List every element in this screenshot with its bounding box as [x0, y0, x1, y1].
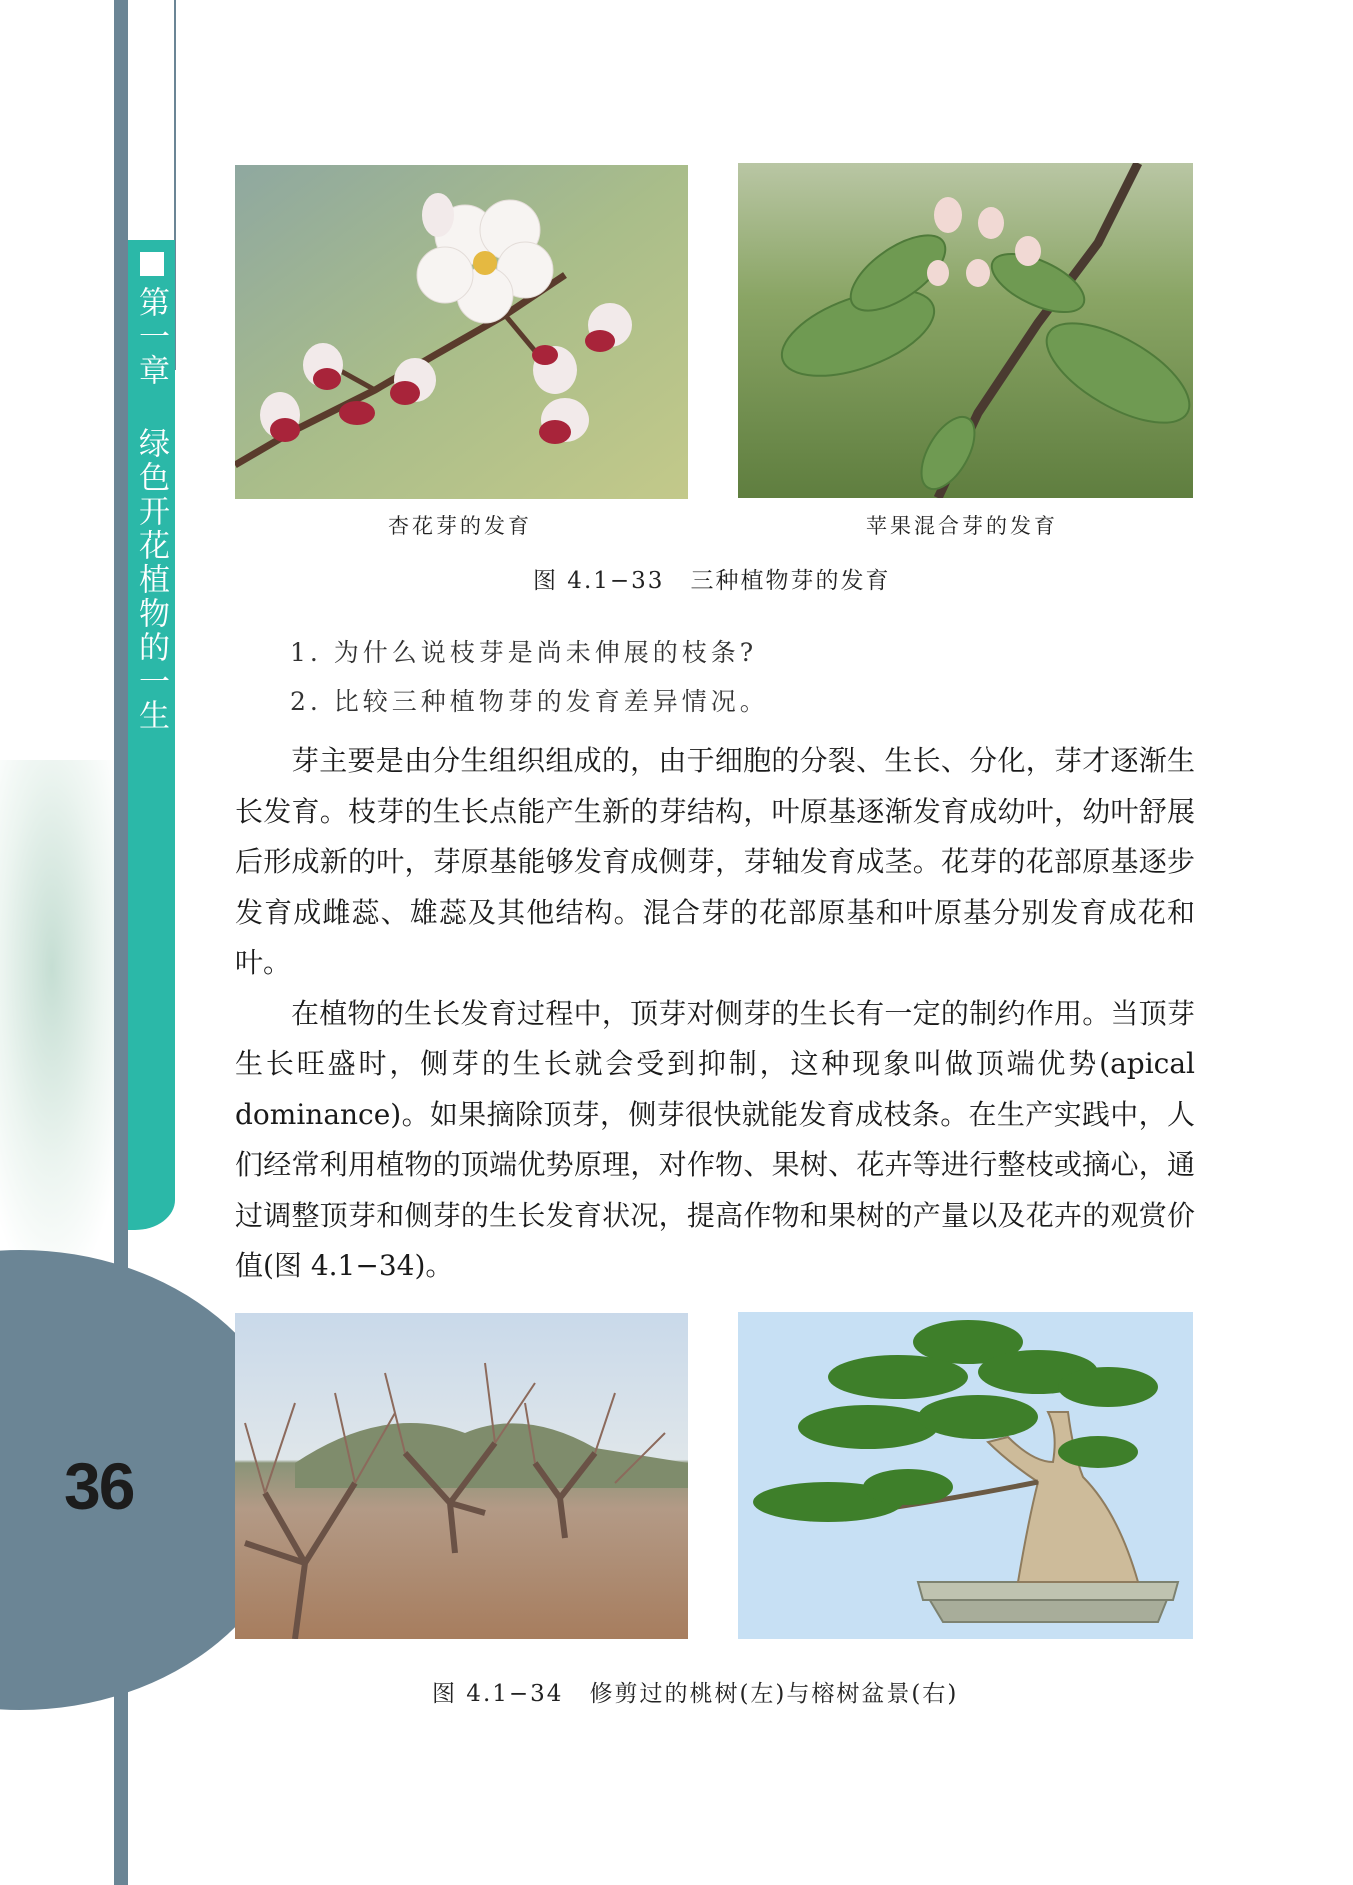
apricot-bud-photo [235, 165, 688, 499]
question-item: 1. 为什么说枝芽是尚未伸展的枝条? [290, 638, 758, 667]
apricot-photo-caption: 杏花芽的发育 [388, 514, 532, 538]
margin-grey-band [114, 0, 128, 1885]
apple-mixed-bud-photo [738, 163, 1193, 498]
figure-34-caption [432, 1675, 958, 1708]
figure-33-caption [533, 562, 890, 595]
margin-mist-decoration [0, 760, 130, 1280]
paragraph: 芽主要是由分生组织组成的，由于细胞的分裂、生长、分化，芽才逐渐生长发育。枝芽的生长点能产生新的芽结构，叶原基逐渐发育成幼叶，幼叶舒展后形成新的叶，芽原基能够发育成侧芽，芽轴发育成茎。花芽的花部原基逐步发育成雌蕊、雄蕊及其他结构。混合芽的花部原基和叶原基分别发育成花和叶。 [235, 744, 1195, 979]
figure-34-number: 图 4.1−34 [432, 1681, 564, 1707]
question-list [290, 628, 769, 726]
figure-34-title: 修剪过的桃树(左)与榕树盆景(右) [589, 1681, 959, 1707]
chapter-title: 第一章 绿色开花植物的一生 [133, 286, 169, 733]
banyan-bonsai-photo [738, 1312, 1193, 1639]
figure-33-title: 三种植物芽的发育 [690, 568, 891, 594]
question-item: 2. 比较三种植物芽的发育差异情况。 [290, 687, 769, 716]
body-text [235, 736, 1195, 1292]
chapter-square-icon [140, 252, 164, 276]
pruned-peach-tree-photo [235, 1313, 688, 1639]
page-number: 36 [64, 1449, 134, 1523]
apple-photo-caption: 苹果混合芽的发育 [866, 514, 1058, 538]
figure-33-number: 图 4.1−33 [533, 568, 665, 594]
paragraph: 在植物的生长发育过程中，顶芽对侧芽的生长有一定的制约作用。当顶芽生长旺盛时，侧芽的生长就会受到抑制，这种现象叫做顶端优势(apical dominance)。如果摘除顶芽，侧芽很快就能发育成枝条。在生产实践中，人们经常利用植物的顶端优势原理，对作物、果树、花卉等进行整枝或摘心，通过调整顶芽和侧芽的生长发育状况，提高作物和果树的产量以及花卉的观赏价值(图 4.1−34)。 [235, 996, 1195, 1282]
